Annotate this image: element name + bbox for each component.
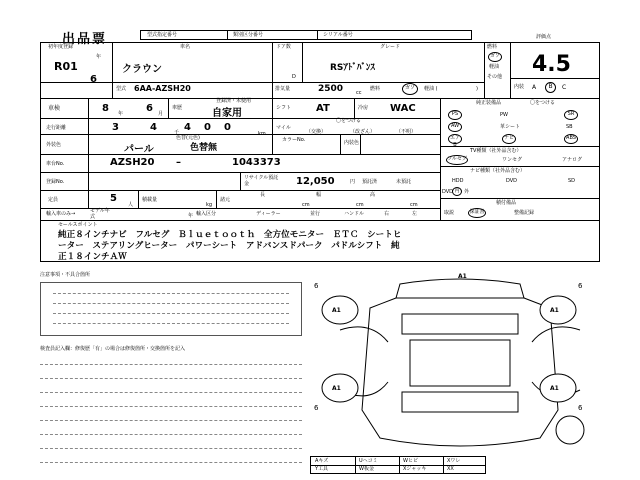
docs-warranty-label: 保証書	[469, 209, 485, 215]
legend-value-4: XX	[447, 466, 454, 472]
transmission-value: AT	[316, 103, 330, 114]
inspection-month: 6	[146, 103, 153, 114]
inspector-title: 検査員記入欄：修復歴「有」の場合は修復箇所・交換箇所を記入	[40, 346, 186, 352]
fuel2-gas-label: ガソ	[404, 85, 415, 91]
page-title: 出品票	[62, 32, 108, 47]
meter-option-replaced[interactable]: （交換）	[306, 129, 327, 135]
load-unit: kg	[206, 202, 213, 208]
equip-aw-label: AW	[450, 123, 460, 129]
equip-ps[interactable]	[448, 110, 462, 120]
grade-value: RSｱﾄﾞﾊﾞﾝｽ	[330, 63, 375, 73]
sales-point-section	[40, 220, 600, 262]
recycle-not-deposited[interactable]: 未預託	[396, 179, 412, 185]
chassis-label: 車台No.	[46, 161, 65, 167]
dvd-label: DVD	[442, 189, 454, 195]
mileage-digit-5: 0	[224, 122, 231, 133]
header-cell-type-no: 型式指定番号	[147, 32, 178, 38]
fuel2-other: 軽油 (	[424, 86, 438, 92]
car-front-outline	[396, 279, 524, 298]
type-code: 6AA-AZSH20	[134, 84, 191, 93]
fuel2-label: 燃料	[370, 86, 381, 92]
transmission-label: シフト	[276, 105, 292, 111]
color-label: 外装色	[46, 142, 62, 148]
chassis-number: 1043373	[232, 157, 281, 168]
recycle-unit: 円	[350, 179, 356, 185]
header-cell-category-no: 類別区分番号	[233, 32, 264, 38]
import-option-right[interactable]: 右	[384, 211, 390, 217]
score-value: 4.5	[532, 52, 571, 77]
mileage-digit-1: 3	[112, 122, 119, 133]
interior-grade-b-label: B	[548, 83, 553, 90]
tv-analog[interactable]: アナログ	[562, 157, 583, 163]
import-option-left[interactable]: 左	[412, 211, 418, 217]
car-trunk	[402, 392, 518, 412]
inspection-year: 8	[102, 103, 109, 114]
fuel-option-gas-label: ガソ	[489, 53, 500, 59]
navi-hdd[interactable]: HDD	[452, 178, 464, 184]
import-category-label: 輸入区分	[196, 211, 217, 217]
dims-height-unit: cm	[410, 202, 418, 208]
capacity-label: 定員	[48, 197, 59, 203]
equip-abs[interactable]	[564, 134, 578, 144]
fuel2-gas-circle[interactable]	[402, 83, 418, 95]
equip-pw[interactable]: PW	[500, 112, 508, 118]
header-cells	[140, 30, 472, 40]
registration-label: 登録No.	[46, 179, 65, 185]
recycle-label: リサイクル預託金	[244, 175, 279, 187]
km-unit: km	[258, 131, 266, 137]
equipment-panel	[440, 98, 600, 220]
damage-mark-front: A1	[458, 273, 467, 280]
car-roof	[410, 340, 510, 386]
row-import	[40, 208, 440, 220]
color-sub-label: 色替(元色)	[176, 135, 200, 141]
fuel2-close: )	[476, 86, 478, 92]
dims-width-unit: cm	[356, 202, 364, 208]
damage-mark-front-left: A1	[332, 307, 341, 314]
displacement-value: 2500	[318, 84, 344, 94]
load-label: 積載量	[142, 197, 158, 203]
ac-label: 冷房	[358, 105, 369, 111]
equip-airbag-label: エアB	[449, 135, 460, 148]
inspection-label: 車検	[48, 105, 61, 112]
inspector-lines[interactable]	[40, 356, 302, 474]
model-year-unit: 年	[188, 213, 194, 219]
displacement-unit: cc	[356, 90, 362, 96]
tread-rear-left: 6	[314, 404, 319, 412]
chassis-prefix: AZSH20	[110, 157, 155, 168]
tv-title: TV種類（社外品含む）	[470, 148, 522, 154]
interior-grade-a[interactable]: A	[532, 84, 537, 91]
dvd-internal-label: 内	[454, 188, 460, 194]
fuel-option-gas[interactable]	[488, 52, 502, 62]
damage-legend	[310, 456, 486, 474]
meter-note: 〇をつける	[336, 118, 362, 124]
legend-value-3: Xジャッキ	[403, 466, 427, 472]
ac-value: WAC	[390, 103, 416, 114]
interior-score-label: 内装	[514, 84, 525, 90]
spare-wheel	[556, 416, 584, 444]
mileage-digit-4: 0	[204, 122, 211, 133]
usage-value: 自家用	[212, 108, 242, 119]
notes-title: 注意事項・不具合箇所	[40, 272, 91, 278]
import-option-handle: ハンドル	[344, 211, 365, 217]
fuel-option-diesel[interactable]: 軽油	[489, 64, 500, 70]
interior-color-label: 内装色	[344, 140, 360, 146]
dims-width: 幅	[316, 192, 322, 198]
damage-mark-front-right: A1	[550, 307, 559, 314]
dims-length-unit: cm	[302, 202, 310, 208]
sales-point-line-1: 純正８インチナビ フルセグ Ｂｌｕｅｔｏｏｔｈ 全方位モニター ＥＴＣ シートヒ	[58, 230, 402, 240]
equip-sr-label: SR	[567, 111, 575, 117]
legend-value-2: W板金	[359, 466, 374, 472]
month-value: 6	[90, 74, 97, 85]
equip-navi-label: ナビ	[503, 135, 514, 141]
capacity-value: 5	[110, 193, 117, 204]
docs-manual[interactable]: 取説	[444, 210, 455, 216]
type-label: 型式	[116, 86, 127, 92]
dims-label: 諸元	[220, 197, 231, 203]
tv-fullseg[interactable]	[446, 155, 468, 165]
tread-front-right: 6	[578, 282, 583, 290]
tread-front-left: 6	[314, 282, 319, 290]
doors-label: ドア数	[276, 44, 291, 50]
equip-sr[interactable]	[564, 110, 578, 120]
equip-abs-label: ABS	[566, 135, 576, 141]
fuel-option-other[interactable]: その他	[487, 74, 503, 80]
chassis-dash: –	[176, 157, 181, 168]
car-hood	[402, 314, 518, 334]
mileage-digit-2: 4	[150, 122, 157, 133]
equip-airbag[interactable]	[448, 134, 462, 148]
docs-maintenance[interactable]: 整備記録	[514, 210, 535, 216]
equip-ps-label: PS	[451, 111, 459, 117]
tv-fullseg-label: フルセグ	[447, 156, 467, 162]
recycle-value: 12,050	[296, 176, 335, 187]
dims-length: 長	[260, 192, 266, 198]
import-label: 輸入車のみ→	[46, 211, 76, 217]
navi-title: ナビ種類（社外品含む）	[470, 168, 526, 174]
equip-title: 純正装備品	[476, 100, 502, 106]
year-label: 初年度登録	[48, 44, 74, 50]
thousand-unit: 千	[174, 130, 180, 136]
damage-mark-rear-left: A1	[332, 385, 341, 392]
model-name: クラウン	[122, 64, 162, 75]
docs-title: 積付備品	[496, 200, 517, 206]
color-value: パール	[124, 144, 154, 155]
notes-box[interactable]	[40, 282, 302, 336]
equip-note: 〇をつける	[530, 100, 556, 106]
inspection-year-unit: 年	[118, 111, 124, 117]
equip-aw[interactable]	[448, 122, 462, 132]
usage-label: 車歴	[172, 105, 183, 111]
dims-height: 高	[370, 192, 376, 198]
dvd-internal[interactable]	[452, 187, 462, 196]
usage-sub: 登録済・未使用	[216, 98, 252, 104]
meter-option-unknown[interactable]: （不明）	[396, 129, 417, 135]
equip-sb[interactable]: SB	[566, 124, 573, 130]
damage-mark-rear-right: A1	[550, 385, 559, 392]
meter-option-tampered[interactable]: （改ざん）	[350, 129, 376, 135]
legend-header-1: Aキズ	[315, 458, 329, 464]
grade-label: グレード	[380, 44, 401, 50]
navi-sd[interactable]: SD	[568, 178, 576, 184]
legend-header-3: Wヒビ	[403, 458, 418, 464]
row-registration	[40, 98, 440, 208]
recycle-deposited[interactable]: 預託済	[362, 179, 378, 185]
navi-dvd[interactable]: DVD	[506, 178, 518, 184]
car-body-outline	[362, 298, 558, 446]
tread-rear-right: 6	[578, 404, 583, 412]
inspection-month-unit: 月	[158, 111, 164, 117]
sales-point-line-2: ーター ステアリングヒーター パワーシート アドバンスドパーク パドルシフト 純	[58, 241, 400, 251]
fuel-label: 燃料	[487, 44, 498, 50]
legend-header-4: Xワレ	[447, 458, 461, 464]
import-option-dealer[interactable]: ディーラー	[256, 211, 281, 217]
sales-point-line-3: 正１８インチＡＷ	[58, 252, 127, 262]
interior-grade-c[interactable]: C	[562, 84, 567, 91]
model-name-label: 車名	[180, 44, 191, 50]
year-unit: 年	[96, 54, 102, 60]
docs-warranty[interactable]	[468, 208, 486, 218]
dvd-external[interactable]: 外	[464, 189, 470, 195]
legend-value-1: Y工具	[315, 466, 329, 472]
era-value: R01	[54, 60, 78, 73]
interior-grade-b[interactable]	[545, 82, 556, 93]
car-damage-diagram[interactable]	[310, 270, 610, 460]
tv-oneseg[interactable]: ワンセグ	[502, 157, 523, 163]
equip-navi[interactable]	[502, 134, 516, 144]
score-label: 評価点	[536, 34, 552, 40]
header-cell-serial-no: シリアル番号	[323, 32, 353, 38]
mileage-label: 走行距離	[46, 125, 67, 131]
doors-unit: D	[292, 74, 296, 80]
equip-leather[interactable]: 革シート	[500, 124, 521, 130]
displacement-label: 排気量	[275, 86, 291, 92]
meter-label: マイル	[276, 125, 291, 131]
legend-header-2: Uヘコミ	[359, 458, 378, 464]
capacity-unit: 人	[128, 202, 134, 208]
sales-point-label: セールスポイント	[58, 222, 98, 228]
color-no-label: カラーNo.	[282, 137, 306, 143]
color-change-value: 色替無	[190, 143, 218, 153]
model-year-label: モデル年式	[90, 208, 110, 220]
mileage-digit-3: 4	[184, 122, 191, 133]
import-option-parallel[interactable]: 並行	[310, 211, 321, 217]
